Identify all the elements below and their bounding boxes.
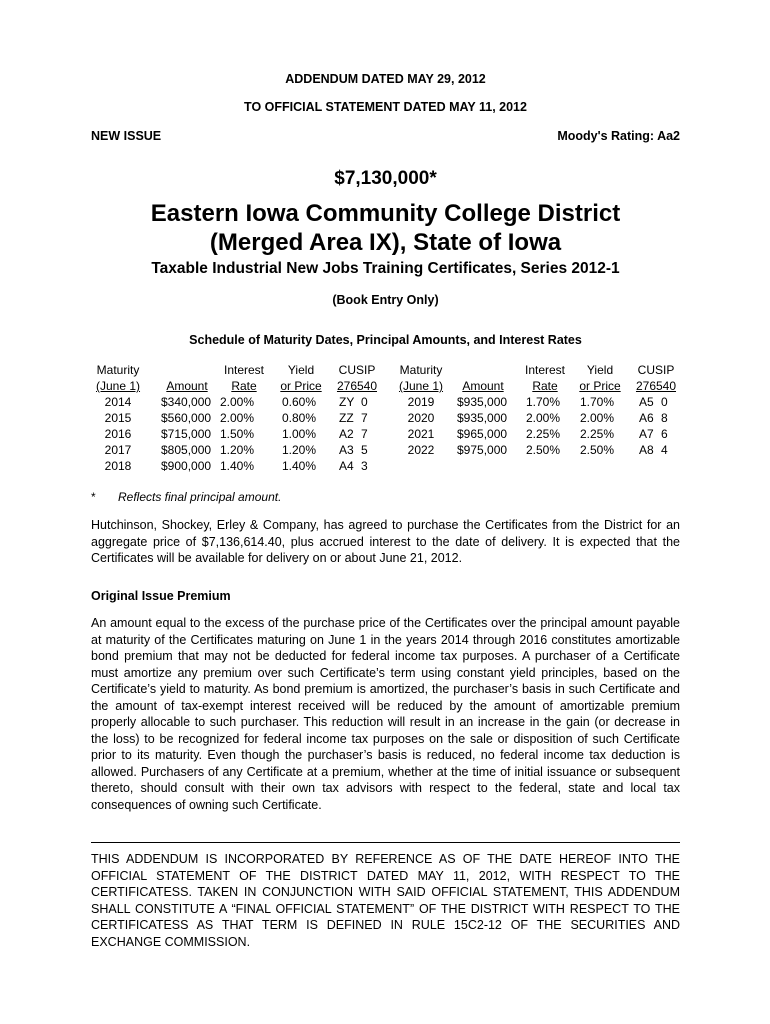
- book-entry-note: (Book Entry Only): [332, 293, 439, 307]
- cusip-suffix: A3: [339, 443, 354, 457]
- amount-column: Amount $340,000 $560,000 $715,000 $805,000 $900,000: [161, 362, 217, 474]
- schedule-title: Schedule of Maturity Dates, Principal Amounts, and Interest Rates: [189, 333, 582, 347]
- table-cell-amount: $935,000: [457, 411, 508, 425]
- table-cell-rate: 2.50%: [526, 443, 561, 457]
- table-cell-rate: 2.00%: [220, 411, 255, 425]
- principal-amount-title: $7,130,000*: [334, 168, 437, 189]
- footnote-marker: *: [91, 490, 96, 504]
- table-cell-cusip: [339, 394, 380, 410]
- cusip-check-digit: 6: [661, 427, 668, 441]
- table-cell-rate: 1.50%: [220, 427, 255, 441]
- table-cell-year: 2014: [104, 395, 132, 409]
- new-issue-label: NEW ISSUE: [91, 129, 162, 143]
- original-issue-premium-paragraph: An amount equal to the excess of the purchase price of the Certificates over the principal amount payable at maturity of the Certificates maturing on June 1 in the years 2014 through 2016 constitutes amortizable bond premium that may not be deducted for federal income tax purposes. A purchaser of a Certificate must amortize any premium over such Certificate’s term using constant yield principles, based on the Certificate’s yield to maturity. As bond premium is amortized, the purchaser’s basis in such Certificate and the amount of tax-exempt interest received will be reduced by the amount of amortizable premium properly allocable to such purchaser. This reduction will result in an increase in the gain (or decrease in the loss) to be recognized for federal income tax purposes on the sale or disposition of such Certificate prior to its maturity. Even though the purchaser’s basis is reduced, no federal income tax deduction is allowed. Purchasers of any Certificate at a premium, whether at the time of initial issuance or subsequent thereto, should consult with their own tax advisors with respect to the federal, state and local tax consequences of owning such Certificate.: [91, 616, 680, 812]
- table-cell-rate: 2.25%: [526, 427, 561, 441]
- table-cell-yield: 0.80%: [282, 411, 317, 425]
- cusip-column: CUSIP 276540 A5 0 A6 8 A7 6 A8 4: [633, 362, 679, 458]
- original-issue-premium-heading: Original Issue Premium: [91, 589, 231, 603]
- table-cell-yield: 2.50%: [580, 443, 615, 457]
- series-title: Taxable Industrial New Jobs Training Certificates, Series 2012-1: [151, 260, 620, 277]
- table-cell-amount: $805,000: [161, 443, 212, 457]
- table-cell-cusip: [339, 458, 380, 474]
- table-cell-cusip: [639, 410, 679, 426]
- amount-column: Amount $935,000 $935,000 $965,000 $975,000: [457, 362, 513, 458]
- cusip-check-digit: 8: [661, 411, 668, 425]
- cusip-suffix: A6: [639, 411, 654, 425]
- table-cell-amount: $900,000: [161, 459, 212, 473]
- table-cell-amount: $340,000: [161, 395, 212, 409]
- interest-rate-column: Interest Rate 2.00% 2.00% 1.50% 1.20% 1.40%: [220, 362, 268, 474]
- cusip-check-digit: 3: [361, 459, 368, 473]
- table-cell-yield: 2.25%: [580, 427, 615, 441]
- cusip-suffix: ZZ: [339, 411, 354, 425]
- table-cell-year: 2015: [104, 411, 132, 425]
- yield-column: Yield or Price 1.70% 2.00% 2.25% 2.50%: [576, 362, 624, 458]
- cusip-check-digit: 4: [661, 443, 668, 457]
- table-cell-cusip: [639, 442, 679, 458]
- table-cell-rate: 2.00%: [220, 395, 255, 409]
- table-cell-year: 2018: [104, 459, 132, 473]
- yield-column: Yield or Price 0.60% 0.80% 1.00% 1.20% 1.40%: [277, 362, 325, 474]
- table-cell-year: 2019: [407, 395, 435, 409]
- table-cell-rate: 2.00%: [526, 411, 561, 425]
- cusip-check-digit: 0: [361, 395, 368, 409]
- addendum-date-heading: ADDENDUM DATED MAY 29, 2012: [285, 72, 486, 86]
- cusip-column: CUSIP 276540 ZY 0 ZZ 7 A2 7 A3 5 A4 3: [334, 362, 380, 474]
- incorporation-paragraph: THIS ADDENDUM IS INCORPORATED BY REFERENCE AS OF THE DATE HEREOF INTO THE OFFICIAL STATEMENT OF THE DISTRICT DATED MAY 11, 2012, WITH RESPECT TO THE CERTIFICATESS. TAKEN IN CONJUNCTION WITH SAID OFFICIAL STATEMENT, THIS ADDENDUM SHALL CONSTITUTE A “FINAL OFFICIAL STATEMENT” OF THE DISTRICT WITH RESPECT TO THE CERTIFICATESS AS THAT TERM IS DEFINED IN RULE 15C2-12 OF THE SECURITIES AND EXCHANGE COMMISSION.: [91, 852, 680, 949]
- table-cell-year: 2020: [407, 411, 435, 425]
- table-cell-amount: $965,000: [457, 427, 508, 441]
- table-cell-rate: 1.70%: [526, 395, 561, 409]
- table-cell-cusip: [639, 426, 679, 442]
- table-cell-amount: $560,000: [161, 411, 212, 425]
- table-cell-rate: 1.20%: [220, 443, 255, 457]
- table-cell-year: 2017: [104, 443, 132, 457]
- table-cell-rate: 1.40%: [220, 459, 255, 473]
- table-cell-yield: 2.00%: [580, 411, 615, 425]
- maturity-column: Maturity (June 1) 2019 2020 2021 2022: [391, 362, 451, 458]
- cusip-suffix: ZY: [339, 395, 355, 409]
- table-cell-yield: 1.70%: [580, 395, 615, 409]
- purchase-paragraph: Hutchinson, Shockey, Erley & Company, has agreed to purchase the Certificates from the District for an aggregate price of $7,136,614.40, plus accrued interest to the date of delivery. It is expected that the Certificates will be available for delivery on or about June 21, 2012.: [91, 518, 680, 565]
- table-cell-year: 2022: [407, 443, 435, 457]
- table-cell-yield: 1.00%: [282, 427, 317, 441]
- table-cell-amount: $715,000: [161, 427, 212, 441]
- cusip-check-digit: 5: [361, 443, 368, 457]
- maturity-column: Maturity (June 1) 2014 2015 2016 2017 2018: [88, 362, 148, 474]
- cusip-suffix: A2: [339, 427, 354, 441]
- cusip-check-digit: 7: [361, 427, 368, 441]
- table-cell-cusip: [339, 410, 380, 426]
- divider-line: [91, 842, 680, 843]
- table-cell-yield: 0.60%: [282, 395, 317, 409]
- table-cell-amount: $935,000: [457, 395, 508, 409]
- footnote-text: Reflects final principal amount.: [118, 490, 282, 504]
- district-title: [91, 199, 680, 257]
- official-statement-date-heading: TO OFFICIAL STATEMENT DATED MAY 11, 2012: [244, 100, 527, 114]
- table-cell-cusip: [639, 394, 679, 410]
- table-cell-year: 2021: [407, 427, 435, 441]
- district-title-line2: (Merged Area IX), State of Iowa: [209, 229, 562, 256]
- district-title-line1: Eastern Iowa Community College District: [150, 200, 621, 227]
- table-cell-year: 2016: [104, 427, 132, 441]
- cusip-suffix: A4: [339, 459, 354, 473]
- table-cell-cusip: [339, 442, 380, 458]
- table-cell-cusip: [339, 426, 380, 442]
- table-cell-yield: 1.20%: [282, 443, 317, 457]
- moodys-rating: Moody's Rating: Aa2: [557, 129, 680, 143]
- cusip-suffix: A8: [639, 443, 654, 457]
- table-cell-yield: 1.40%: [282, 459, 317, 473]
- cusip-check-digit: 0: [661, 395, 668, 409]
- interest-rate-column: Interest Rate 1.70% 2.00% 2.25% 2.50%: [521, 362, 569, 458]
- cusip-check-digit: 7: [361, 411, 368, 425]
- table-cell-amount: $975,000: [457, 443, 508, 457]
- cusip-suffix: A5: [639, 395, 654, 409]
- cusip-suffix: A7: [639, 427, 654, 441]
